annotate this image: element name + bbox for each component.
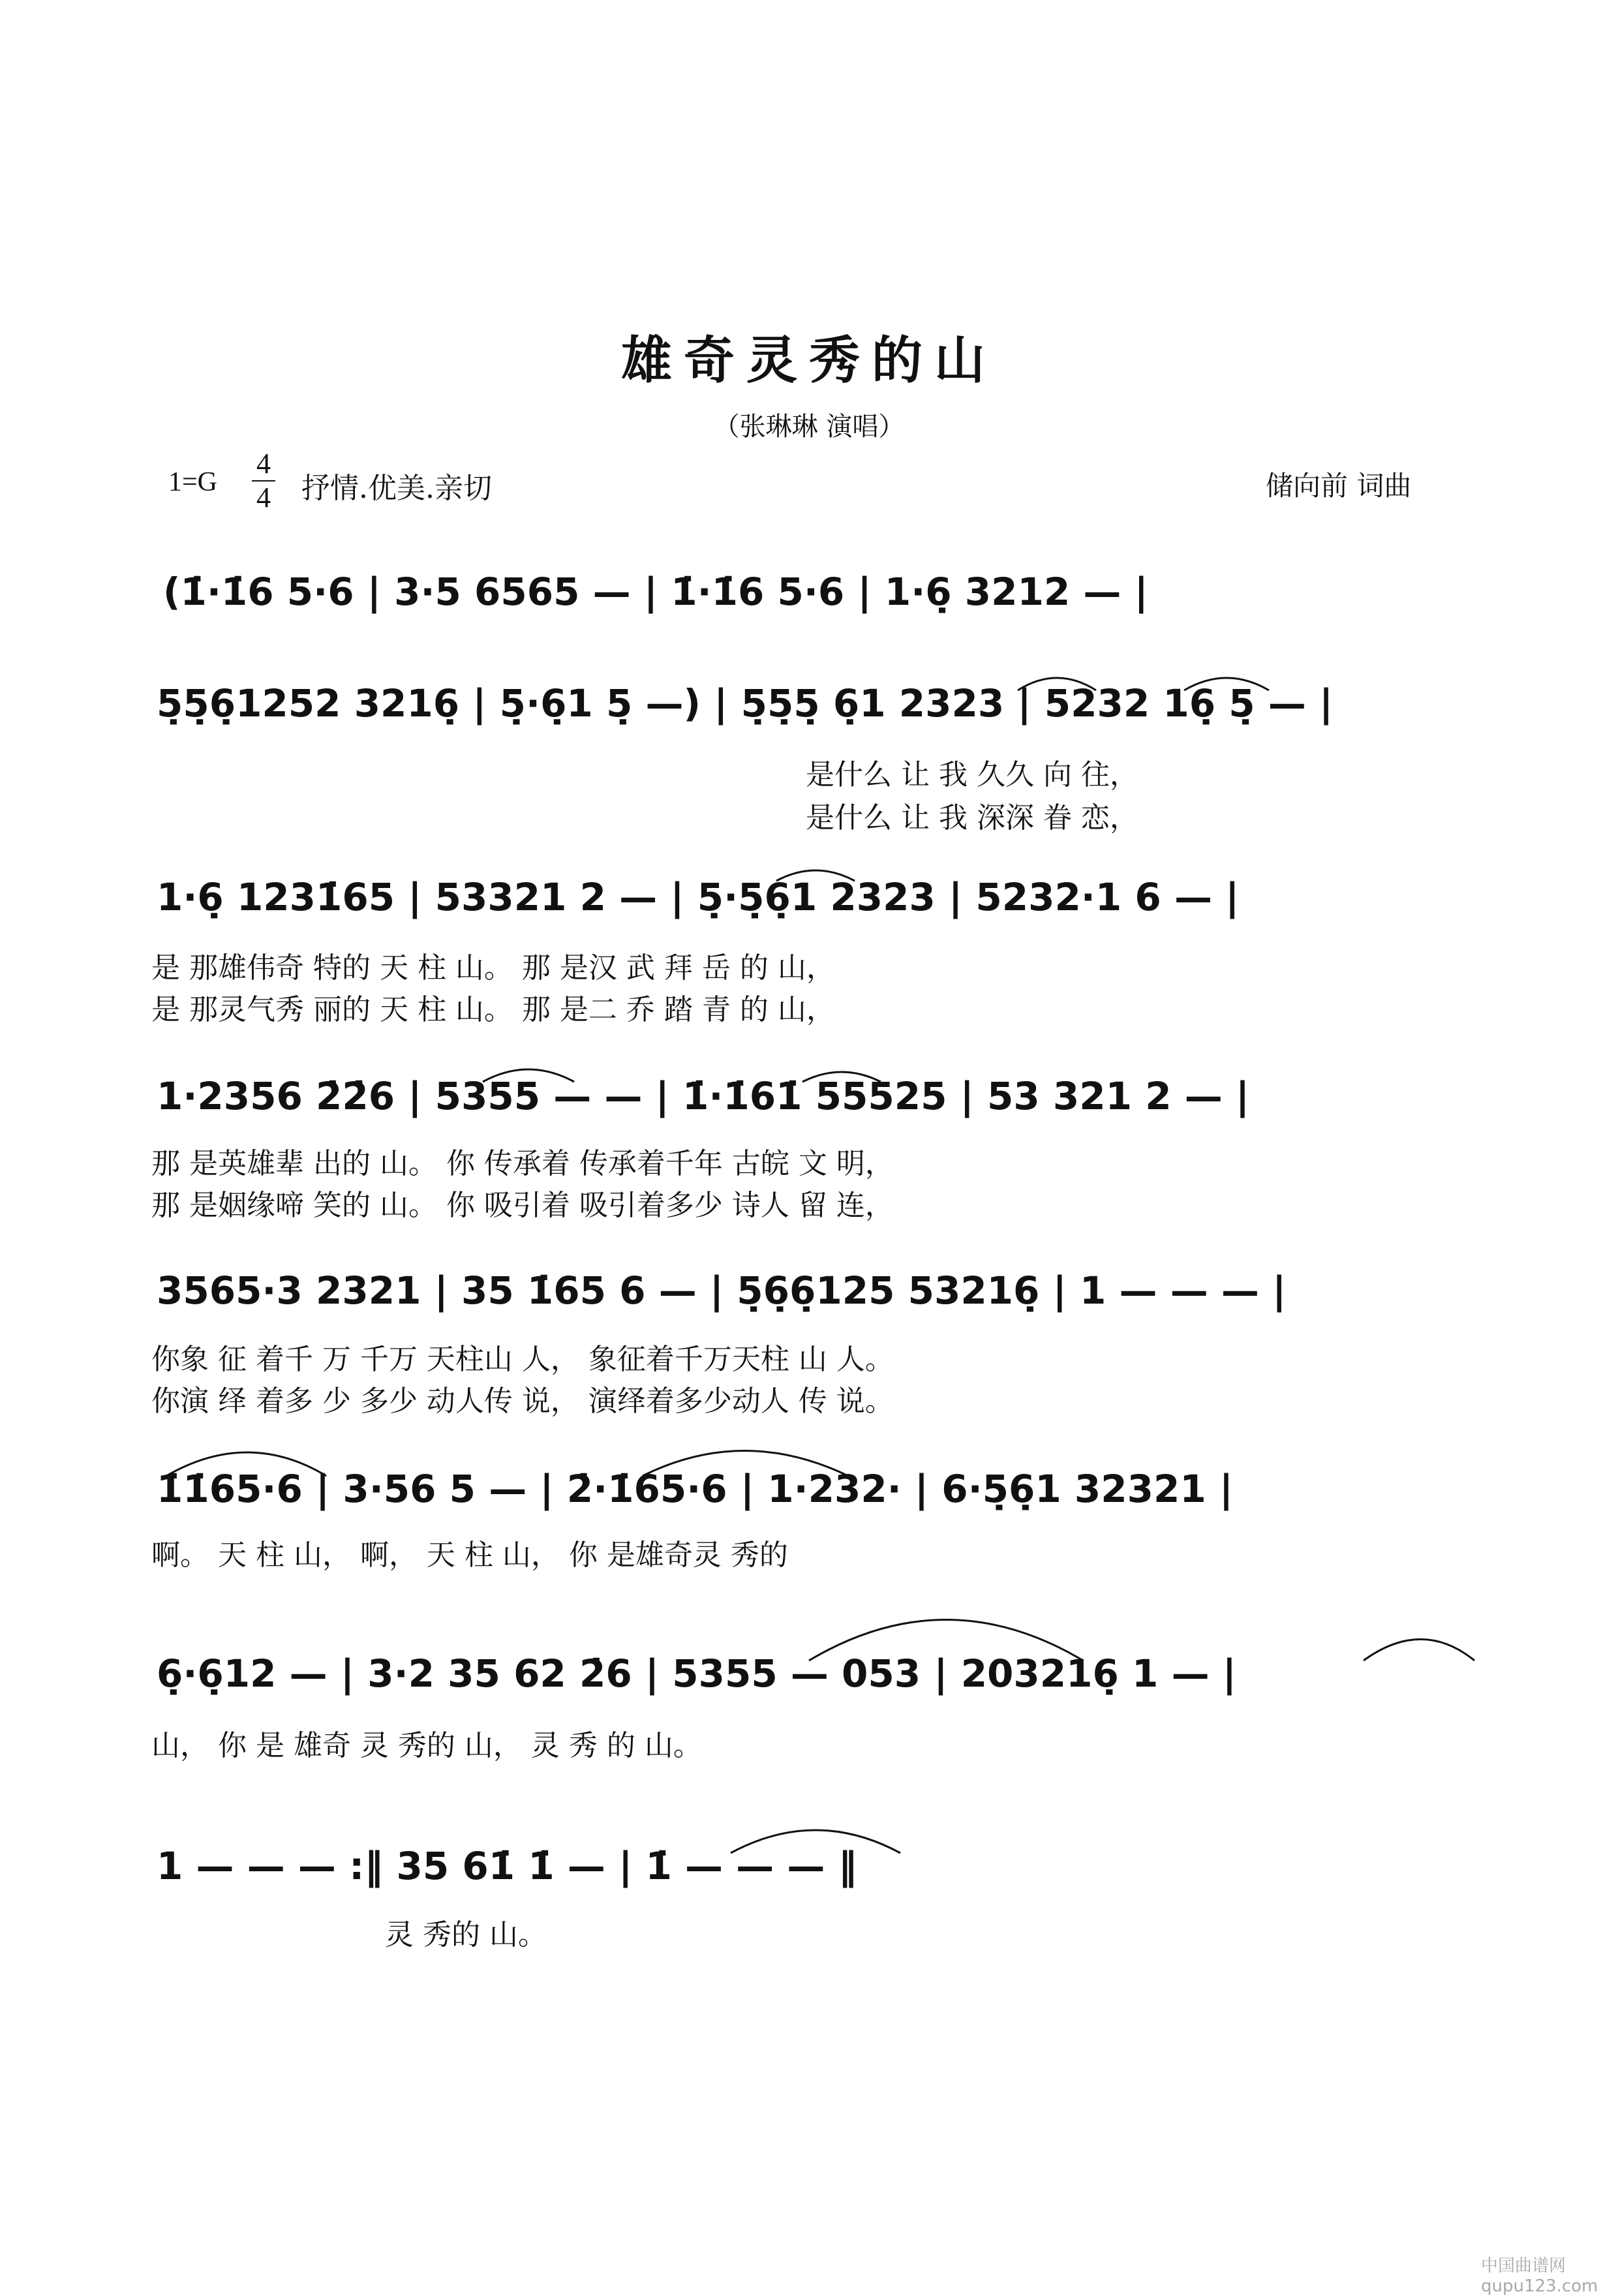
lyrics-4-verse-1: 那 是英雄辈 出的 山。 你 传承着 传承着千年 古皖 文 明，: [151, 1147, 894, 1180]
notes-line-6: 1̇1̇65·6 | 3·56 5 — | 2̇·1̇65·6 | 1·232· | 6·5̣6̣1 32321 |: [157, 1467, 1234, 1511]
notes-line-1: (1̇·1̇6 5·6 | 3·5 6565 — | 1̇·1̇6 5·6 | 1·6̣ 3212 — |: [163, 570, 1148, 614]
notes-line-8: 1 — — — :‖ 35 61̇ 1̇ — | 1̇ — — — ‖: [157, 1844, 857, 1888]
notes-line-5: 3565·3 2321 | 35 1̇65 6 — | 5̣6̣6̣125 53216̣ | 1 — — — |: [157, 1268, 1287, 1313]
notes-line-4: 1·2356 2̇2̇6 | 5355 — — | 1̇·1̇61̇ 55525 | 53 321 2 — |: [157, 1074, 1250, 1118]
slur: [1364, 1640, 1474, 1661]
performer-credit: （张琳琳 演唱）: [713, 412, 905, 442]
system-8: [157, 1844, 857, 1952]
lyrics-3-verse-2: 是 那灵气秀 丽的 天 柱 山。 那 是二 乔 踏 青 的 山，: [151, 993, 835, 1026]
lyrics-7: 山， 你 是 雄奇 灵 秀的 山， 灵 秀 的 山。: [151, 1729, 702, 1762]
site-watermark: 中国曲谱网 qupu123.com: [1481, 2256, 1598, 2296]
system-5: [151, 1268, 1286, 1418]
composer-credit: 储向前 词曲: [1266, 470, 1412, 502]
lyrics-8: 灵 秀的 山。: [385, 1918, 547, 1952]
lyrics-2-verse-1: 是什么 让 我 久久 向 往，: [806, 758, 1138, 791]
system-3: [151, 875, 1239, 1026]
system-6: [151, 1467, 1233, 1572]
meter-bottom: 4: [256, 482, 271, 513]
lyrics-3-verse-1: 是 那雄伟奇 特的 天 柱 山。 那 是汉 武 拜 岳 的 山，: [151, 951, 835, 985]
lyrics-2-verse-2: 是什么 让 我 深深 眷 恋，: [806, 801, 1138, 834]
meter-top: 4: [256, 448, 271, 480]
tempo-marking: 抒情.优美.亲切: [301, 472, 492, 505]
lyrics-5-verse-2: 你演 绎 着多 少 多少 动人传 说， 演绎着多少动人 传 说。: [151, 1385, 894, 1418]
lyrics-6: 啊。 天 柱 山， 啊， 天 柱 山， 你 是雄奇灵 秀的: [151, 1538, 788, 1572]
lyrics-5-verse-1: 你象 征 着千 万 千万 天柱山 人， 象征着千万天柱 山 人。: [151, 1343, 894, 1376]
system-4: [151, 1074, 1249, 1222]
notes-line-7: 6̣·6̣12 — | 3·2 35 62 2̇6 | 5355 — 053 | 203216̣ 1 — |: [157, 1651, 1236, 1696]
system-7: [151, 1651, 1236, 1762]
song-title: 雄奇灵秀的山: [620, 331, 997, 390]
notes-line-3: 1·6̣ 1231̇65 | 53321 2 — | 5̣·5̣6̣1 2323 | 5232·1 6 — |: [157, 875, 1240, 919]
notes-line-2: 5̣5̣6̣1252 3216̣ | 5̣·6̣1 5̣ —) | 5̣5̣5̣ 6̣1 2323 | 5232 16̣ 5̣ — |: [157, 681, 1334, 726]
key-signature: 1=G: [168, 467, 218, 497]
system-1: [163, 570, 1148, 614]
lyrics-4-verse-2: 那 是姻缘啼 笑的 山。 你 吸引着 吸引着多少 诗人 留 连，: [151, 1189, 894, 1222]
system-2: [157, 681, 1333, 834]
